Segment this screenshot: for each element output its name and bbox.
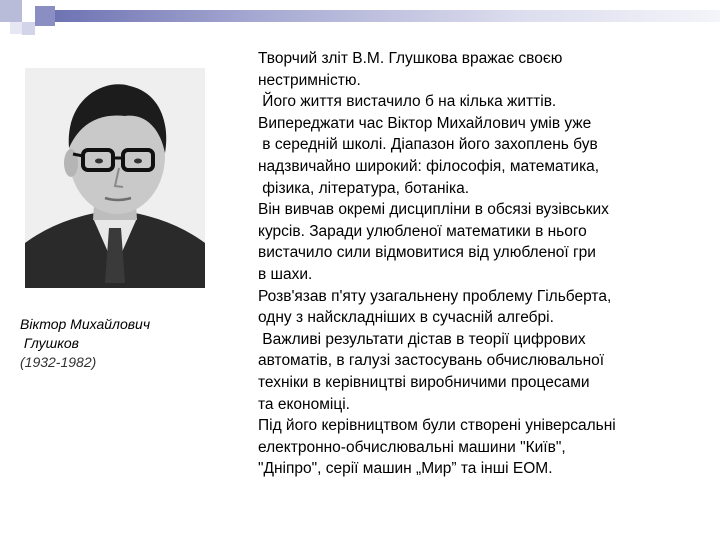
text-line: електронно-обчислювальні машини "Київ", [258, 438, 566, 456]
decor-gradient-bar [55, 10, 720, 22]
text-line: Його життя вистачило б на кілька життів. [258, 93, 557, 111]
text-line: "Дніпро", серії машин „Мир” та інші ЕОМ. [258, 460, 553, 478]
biography-text [258, 48, 713, 480]
caption-surname: Глушков [20, 335, 79, 351]
decor-square [10, 22, 22, 34]
text-line: автоматів, в галузі застосувань обчислювальної [258, 352, 605, 370]
text-line: Випереджати час Віктор Михайлович умів уже [258, 114, 592, 132]
text-line: курсів. Заради улюбленої математики в нього [258, 222, 587, 240]
decor-square [0, 0, 22, 22]
caption-name: Віктор Михайлович [20, 316, 151, 332]
text-line: одну з найскладніших в сучасній алгебрі. [258, 309, 554, 327]
caption-years: (1932-1982) [20, 354, 97, 370]
text-line: Творчий зліт В.М. Глушкова вражає своєю [258, 50, 563, 67]
text-line: Важливі результати дістав в теорії цифрових [258, 330, 586, 348]
text-line: вистачило сили відмовитися від улюбленої гри [258, 244, 596, 262]
text-line: в середній школі. Діапазон його захоплень був [258, 136, 598, 154]
text-line: техніки в керівництві виробничими процесами [258, 373, 590, 391]
text-line: Розв'язав п'яту узагальнену проблему Гільберта, [258, 287, 612, 305]
portrait-caption [20, 315, 220, 372]
portrait-photo [25, 68, 205, 288]
text-line: Він вивчав окремі дисципліни в обсязі вузівських [258, 201, 609, 219]
decor-square [22, 22, 35, 35]
decor-square [22, 0, 35, 13]
text-line: надзвичайно широкий: філософія, математика, [258, 157, 600, 175]
text-line: фізика, література, ботаніка. [258, 179, 470, 197]
decor-square [35, 6, 55, 26]
text-line: в шахи. [258, 265, 313, 283]
text-line: та економіці. [258, 395, 350, 413]
text-line: нестримністю. [258, 71, 361, 89]
text-line: Під його керівництвом були створені універсальні [258, 417, 616, 435]
title-decoration [0, 0, 720, 40]
